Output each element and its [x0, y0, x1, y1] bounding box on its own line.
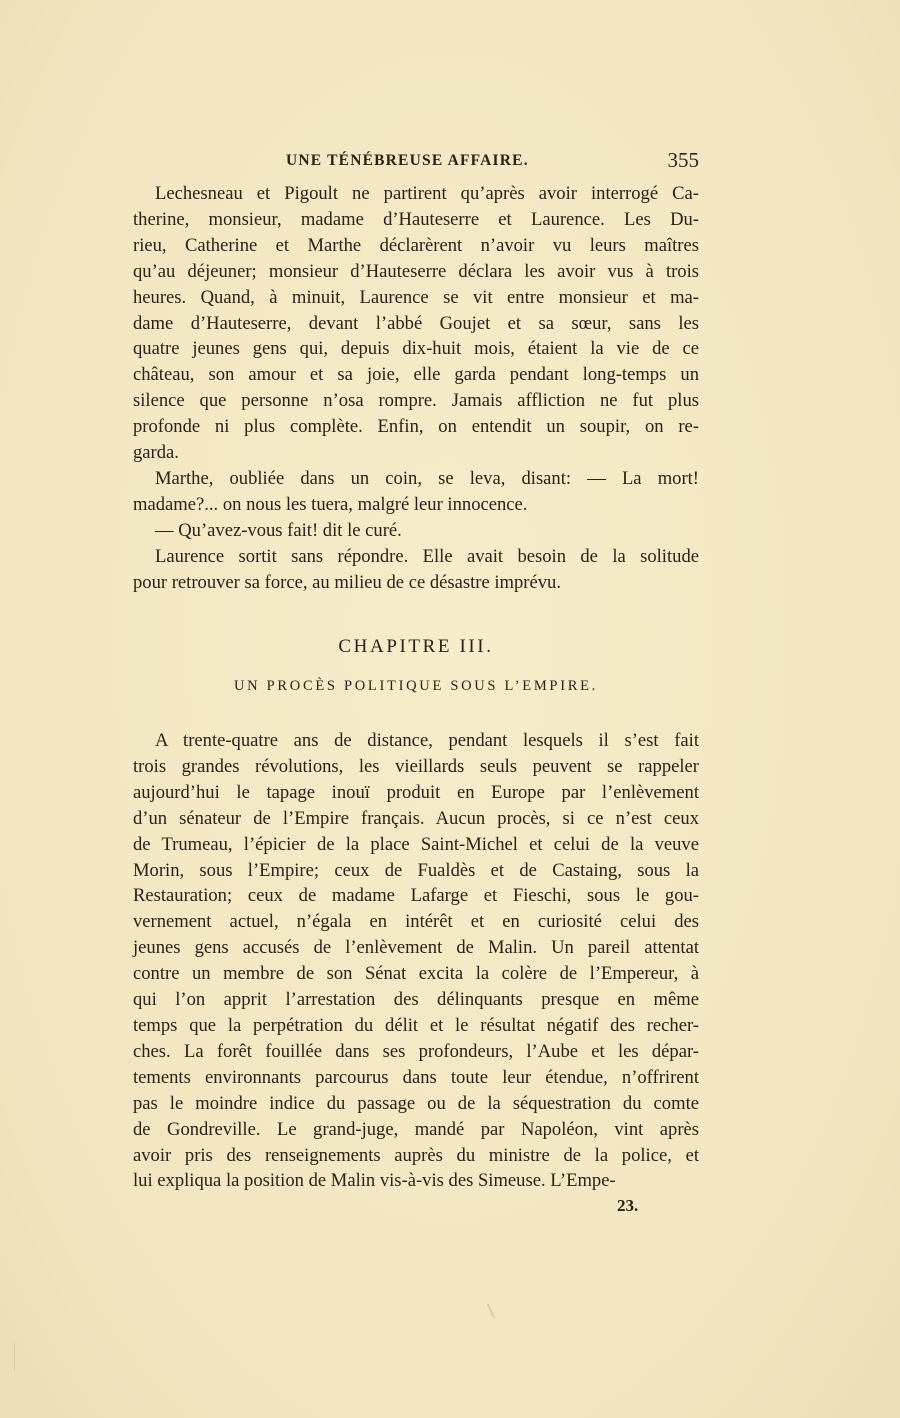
text-block-before-chapter — [133, 181, 699, 596]
text-line: Morin, sous l’Empire; ceux de Fualdès et de Castaing, sous la — [133, 859, 699, 881]
text-line: dame d’Hauteserre, devant l’abbé Goujet et sa sœur, sans les — [133, 312, 699, 334]
chapter-title: CHAPITRE III. — [338, 636, 494, 657]
paper-speck — [487, 1303, 496, 1318]
text-line: therine, monsieur, madame d’Hauteserre et Laurence. Les Du- — [133, 208, 699, 230]
text-line: Laurence sortit sans répondre. Elle avait besoin de la solitude — [155, 545, 699, 567]
text-line: château, son amour et sa joie, elle garda pendant long-temps un — [133, 364, 699, 386]
text-line: vernement actuel, n’égala en intérêt et en curiosité celui des — [133, 911, 699, 933]
text-line: avoir pris des renseignements auprès du ministre de la police, et — [133, 1144, 699, 1166]
text-line: qu’au déjeuner; monsieur d’Hauteserre déclara les avoir vus à trois — [133, 260, 699, 282]
text-line: trois grandes révolutions, les vieillards seuls peuvent se rappeler — [133, 755, 699, 777]
running-title: UNE TÉNÉBREUSE AFFAIRE. — [286, 152, 529, 169]
text-line: jeunes gens accusés de l’enlèvement de Malin. Un pareil attentat — [133, 937, 699, 959]
text-line: pour retrouver sa force, au milieu de ce désastre imprévu. — [133, 571, 561, 593]
text-line: garda. — [133, 442, 179, 464]
text-line: contre un membre de son Sénat excita la colère de l’Empereur, à — [133, 963, 699, 985]
text-line: aujourd’hui le tapage inouï produit en Europe par l’enlèvement — [133, 781, 699, 803]
text-line: pas le moindre indice du passage ou de la séquestration du comte — [133, 1092, 699, 1114]
text-line: madame?... on nous les tuera, malgré leur innocence. — [133, 493, 528, 515]
text-line: ches. La forêt fouillée dans ses profondeurs, l’Aube et les dépar- — [133, 1040, 699, 1062]
text-line: rieu, Catherine et Marthe déclarèrent n’avoir vu leurs maîtres — [133, 234, 699, 256]
text-line: lui expliqua la position de Malin vis-à-vis des Simeuse. L’Empe- — [133, 1170, 616, 1192]
text-line: — Qu’avez-vous fait! dit le curé. — [155, 519, 402, 541]
text-line: tements environnants parcourus dans toute leur étendue, n’offrirent — [133, 1066, 699, 1088]
text-line: d’un sénateur de l’Empire français. Aucun procès, si ce n’est ceux — [133, 807, 699, 829]
chapter-subtitle: UN PROCÈS POLITIQUE SOUS L’EMPIRE. — [234, 678, 598, 694]
paper-speck — [14, 1343, 15, 1371]
text-block-chapter-body — [133, 728, 699, 1194]
text-line: silence que personne n’osa rompre. Jamais affliction ne fut plus — [133, 390, 699, 412]
signature-mark: 23. — [617, 1196, 639, 1215]
page-number: 355 — [667, 148, 699, 172]
text-line: quatre jeunes gens qui, depuis dix-huit mois, étaient la vie de ce — [133, 338, 699, 360]
page-header — [133, 148, 699, 178]
text-line: A trente-quatre ans de distance, pendant lesquels il s’est fait — [155, 730, 699, 751]
text-line: profonde ni plus complète. Enfin, on entendit un soupir, on re- — [133, 416, 699, 438]
text-line: Lechesneau et Pigoult ne partirent qu’après avoir interrogé Ca- — [155, 183, 699, 204]
text-line: heures. Quand, à minuit, Laurence se vit entre monsieur et ma- — [133, 286, 699, 308]
text-line: qui l’on apprit l’arrestation des délinquants presque en même — [133, 989, 699, 1011]
text-line: de Gondreville. Le grand-juge, mandé par Napoléon, vint après — [133, 1118, 699, 1140]
text-line: temps que la perpétration du délit et le résultat négatif des recher- — [133, 1014, 699, 1036]
text-line: Restauration; ceux de madame Lafarge et Fieschi, sous le gou- — [133, 885, 699, 907]
text-line: Marthe, oubliée dans un coin, se leva, disant: — La mort! — [155, 467, 699, 489]
text-line: de Trumeau, l’épicier de la place Saint-Michel et celui de la veuve — [133, 833, 699, 855]
